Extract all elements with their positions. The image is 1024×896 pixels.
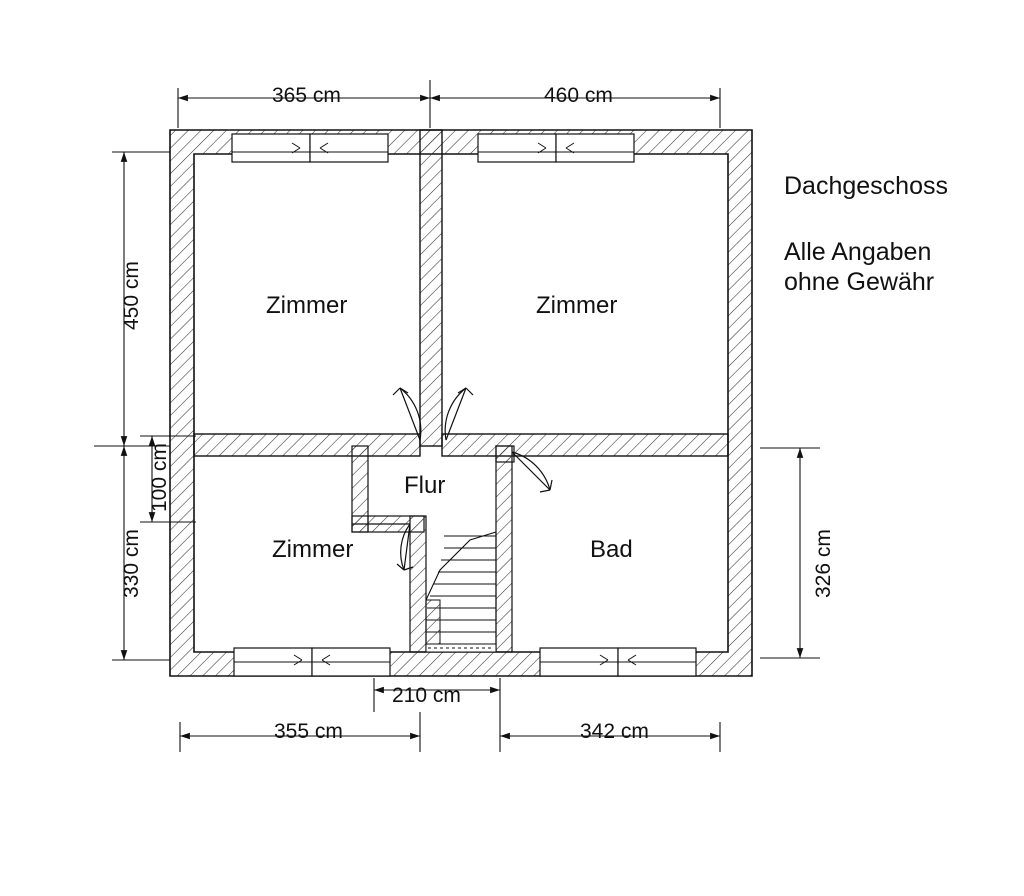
dimension-left-middle: 100 cm [148,443,171,512]
disclaimer-line-1: Alle Angaben [784,238,932,266]
room-label-zimmer-bottom-left: Zimmer [272,536,354,563]
room-label-zimmer-top-left: Zimmer [266,292,348,319]
window-top-right [478,134,634,162]
doors [352,388,552,570]
door-zimmer-top-left [393,388,421,440]
staircase [426,532,496,652]
dimension-left-upper: 450 cm [120,261,143,330]
window-bottom-left [234,648,390,676]
windows [232,134,696,676]
room-label-bad: Bad [590,536,633,563]
dimension-bottom-left: 355 cm [274,720,343,743]
window-top-left [232,134,388,162]
room-label-flur: Flur [404,472,446,499]
door-zimmer-top-right [445,388,473,440]
room-label-zimmer-top-right: Zimmer [536,292,618,319]
dimension-bottom-center: 210 cm [392,684,461,707]
plan-title: Dachgeschoss [784,172,948,200]
door-bad [512,452,552,492]
walls [170,130,752,676]
dimension-top-left: 365 cm [272,84,341,107]
dimension-top-right: 460 cm [544,84,613,107]
dimension-right: 326 cm [812,529,835,598]
dimension-left-lower: 330 cm [120,529,143,598]
window-bottom-right [540,648,696,676]
disclaimer-line-2: ohne Gewähr [784,268,935,296]
dimension-bottom-right: 342 cm [580,720,649,743]
